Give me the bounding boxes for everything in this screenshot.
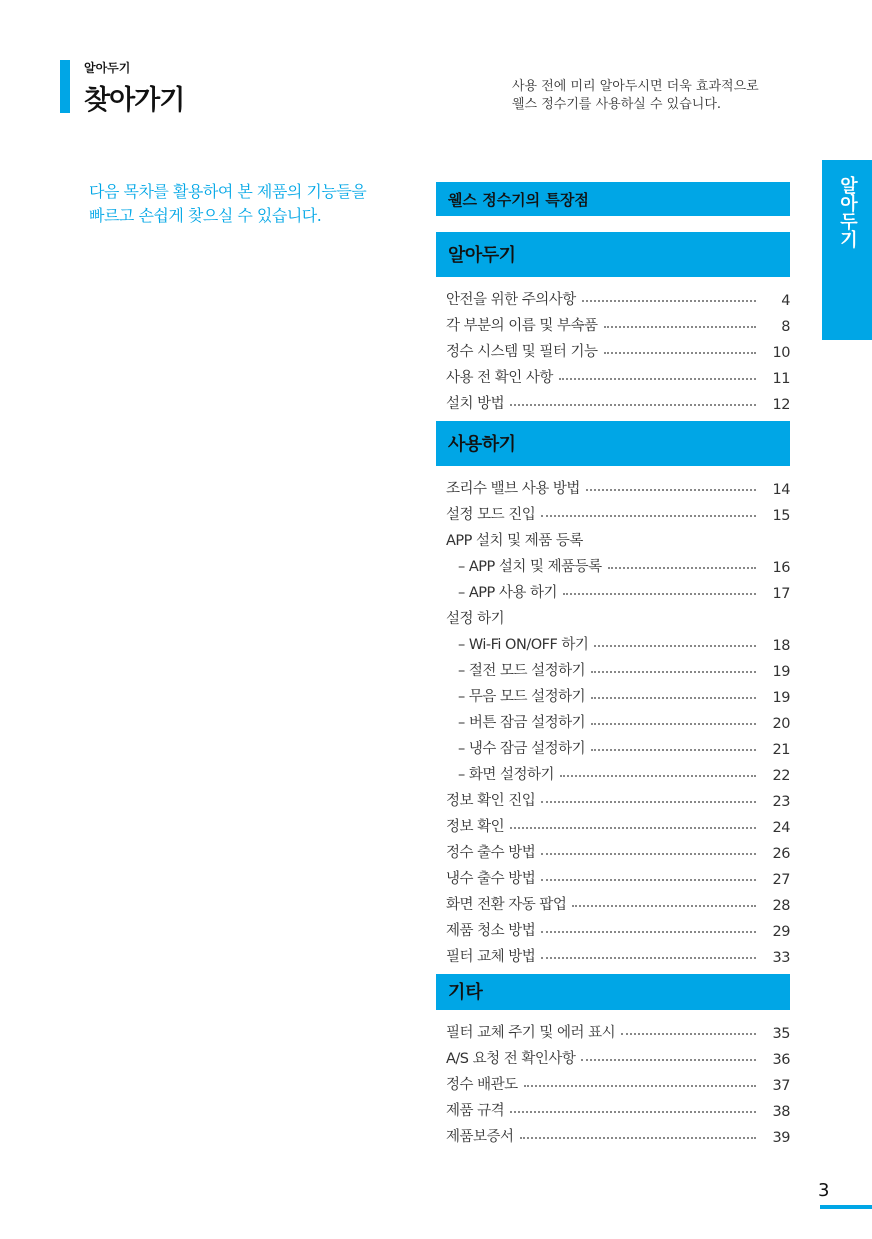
toc-entry-leader [586, 489, 756, 491]
header-accent-bar [60, 60, 70, 113]
toc-entry[interactable] [436, 361, 790, 387]
toc-entry-leader [524, 1085, 756, 1087]
toc-entry-page: 20 [772, 716, 790, 732]
toc-entry-leader [591, 723, 756, 725]
toc-entry[interactable] [436, 940, 790, 966]
toc-section-heading-2[interactable]: 사용하기 [436, 421, 790, 466]
toc-features-heading[interactable]: 웰스 정수기의 특장점 [436, 182, 790, 216]
toc-entry-label: 정보 확인 진입 [446, 793, 536, 809]
side-tab-label: 알아두기 [837, 176, 858, 248]
toc-entry[interactable] [436, 1120, 790, 1146]
toc-entry-page: 11 [772, 371, 790, 387]
toc-entry-page: 18 [772, 638, 790, 654]
toc-entry-page: 22 [772, 768, 790, 784]
toc-entry-page: 37 [772, 1078, 790, 1094]
toc-section-2-list [436, 472, 790, 966]
toc-entry[interactable] [436, 550, 790, 576]
toc-entry-page: 19 [772, 690, 790, 706]
toc-entry-page: 24 [772, 820, 790, 836]
toc-entry-page: 39 [772, 1130, 790, 1146]
toc-entry-leader [541, 801, 756, 803]
toc-entry-label: 필터 교체 주기 및 에러 표시 [446, 1025, 616, 1041]
toc-entry-leader [510, 827, 756, 829]
toc-entry[interactable] [436, 335, 790, 361]
toc-entry[interactable] [436, 706, 790, 732]
toc-entry-leader [541, 957, 756, 959]
intro-line: 빠르고 손쉽게 찾으실 수 있습니다. [89, 206, 322, 225]
toc-entry-page: 4 [781, 293, 790, 309]
toc-entry-label: 정수 출수 방법 [446, 845, 536, 861]
toc-entry-leader [510, 1111, 756, 1113]
toc-entry-leader [604, 352, 756, 354]
toc-entry-leader [582, 300, 756, 302]
toc-entry-page: 27 [772, 872, 790, 888]
toc-entry-page: 26 [772, 846, 790, 862]
toc-section-heading-3[interactable]: 기타 [436, 974, 790, 1010]
toc-entry-leader [560, 775, 756, 777]
toc-entry[interactable] [436, 680, 790, 706]
toc-entry-label: – 절전 모드 설정하기 [458, 663, 586, 679]
header-description [512, 78, 759, 114]
toc-entry-leader [541, 879, 756, 881]
toc-entry[interactable] [436, 914, 790, 940]
page-number: 3 [818, 1180, 830, 1201]
toc-entry[interactable] [436, 576, 790, 602]
toc-entry-leader [572, 905, 756, 907]
toc-entry-leader [591, 671, 756, 673]
toc-entry[interactable] [436, 472, 790, 498]
page-title: 찾아가기 [84, 85, 185, 116]
toc-section-1-list [436, 283, 790, 413]
header-subtitle: 알아두기 [84, 61, 131, 75]
toc-entry-leader [581, 1059, 756, 1061]
toc-entry-page: 19 [772, 664, 790, 680]
toc-entry-page: 38 [772, 1104, 790, 1120]
toc-entry-page: 35 [772, 1026, 790, 1042]
toc-entry-label: 화면 전환 자동 팝업 [446, 897, 567, 913]
toc-entry-page: 12 [772, 397, 790, 413]
toc-entry-label: 정보 확인 [446, 819, 505, 835]
toc-entry[interactable] [436, 628, 790, 654]
toc-entry[interactable] [436, 1068, 790, 1094]
toc-entry[interactable] [436, 498, 790, 524]
toc-entry-page: 23 [772, 794, 790, 810]
toc-entry-label: – APP 사용 하기 [458, 585, 558, 601]
toc-entry-page: 8 [781, 319, 790, 335]
toc-entry-label: 제품 청소 방법 [446, 923, 536, 939]
toc-entry-label: 안전을 위한 주의사항 [446, 292, 576, 308]
toc-entry-leader [621, 1033, 756, 1035]
toc-entry-label: 냉수 출수 방법 [446, 871, 536, 887]
toc-entry[interactable] [436, 1016, 790, 1042]
toc-entry-label: 정수 배관도 [446, 1077, 518, 1093]
toc-entry[interactable] [436, 732, 790, 758]
toc-entry[interactable] [436, 758, 790, 784]
toc-entry-leader [541, 853, 756, 855]
toc-entry-label: – 화면 설정하기 [458, 767, 555, 783]
toc-entry-page: 17 [772, 586, 790, 602]
toc-entry-leader [510, 404, 756, 406]
toc-entry[interactable] [436, 1094, 790, 1120]
toc-entry[interactable] [436, 784, 790, 810]
toc-entry[interactable] [436, 387, 790, 413]
toc-entry-leader [520, 1137, 756, 1139]
toc-entry-label: – 냉수 잠금 설정하기 [458, 741, 586, 757]
toc-entry-label: APP 설치 및 제품 등록 [446, 533, 583, 549]
toc-entry-page: 14 [772, 482, 790, 498]
header-description-line: 사용 전에 미리 알아두시면 더욱 효과적으로 [512, 79, 759, 94]
toc-entry-label: 정수 시스템 및 필터 기능 [446, 344, 598, 360]
toc-entry[interactable] [436, 810, 790, 836]
toc-entry[interactable] [436, 862, 790, 888]
toc-entry-label: 조리수 밸브 사용 방법 [446, 481, 580, 497]
toc-entry-label: 설치 방법 [446, 396, 505, 412]
toc-entry-page: 10 [772, 345, 790, 361]
toc-entry-label: A/S 요청 전 확인사항 [446, 1051, 576, 1067]
toc-entry-label: 각 부분의 이름 및 부속품 [446, 318, 598, 334]
toc-entry-label: 사용 전 확인 사항 [446, 370, 553, 386]
toc-entry-leader [541, 931, 756, 933]
toc-entry-page: 36 [772, 1052, 790, 1068]
toc-entry-page: 28 [772, 898, 790, 914]
toc-entry-leader [591, 697, 756, 699]
toc-entry-label: – APP 설치 및 제품등록 [458, 559, 602, 575]
toc-entry[interactable] [436, 602, 790, 628]
toc-entry-page: 15 [772, 508, 790, 524]
toc-entry-leader [563, 593, 756, 595]
header-description-line: 웰스 정수기를 사용하실 수 있습니다. [512, 97, 722, 112]
toc-entry-page: 16 [772, 560, 790, 576]
toc-entry[interactable] [436, 524, 790, 550]
side-tab [822, 160, 872, 340]
table-of-contents [436, 182, 790, 1146]
toc-entry[interactable] [436, 283, 790, 309]
toc-entry-label: – 버튼 잠금 설정하기 [458, 715, 586, 731]
page-number-underline [820, 1205, 872, 1209]
toc-entry[interactable] [436, 654, 790, 680]
toc-entry[interactable] [436, 1042, 790, 1068]
toc-entry-leader [559, 378, 756, 380]
toc-entry-leader [541, 515, 756, 517]
toc-entry-label: – Wi-Fi ON/OFF 하기 [458, 637, 589, 653]
toc-entry-label: 설정 하기 [446, 611, 505, 627]
toc-entry-label: 제품보증서 [446, 1129, 514, 1145]
toc-entry-page: 29 [772, 924, 790, 940]
toc-entry-leader [604, 326, 756, 328]
toc-section-heading-1[interactable]: 알아두기 [436, 232, 790, 277]
toc-entry-label: 설정 모드 진입 [446, 507, 536, 523]
intro-line: 다음 목차를 활용하여 본 제품의 기능들을 [89, 182, 367, 201]
toc-entry-leader [591, 749, 756, 751]
toc-entry-leader [608, 567, 756, 569]
toc-entry-page: 21 [772, 742, 790, 758]
toc-entry-label: – 무음 모드 설정하기 [458, 689, 586, 705]
toc-entry-label: 제품 규격 [446, 1103, 505, 1119]
toc-entry-page: 33 [772, 950, 790, 966]
toc-section-3-list [436, 1016, 790, 1146]
toc-entry-label: 필터 교체 방법 [446, 949, 536, 965]
toc-entry[interactable] [436, 836, 790, 862]
toc-entry[interactable] [436, 888, 790, 914]
toc-entry[interactable] [436, 309, 790, 335]
toc-entry-leader [594, 645, 756, 647]
intro-text [89, 180, 366, 228]
